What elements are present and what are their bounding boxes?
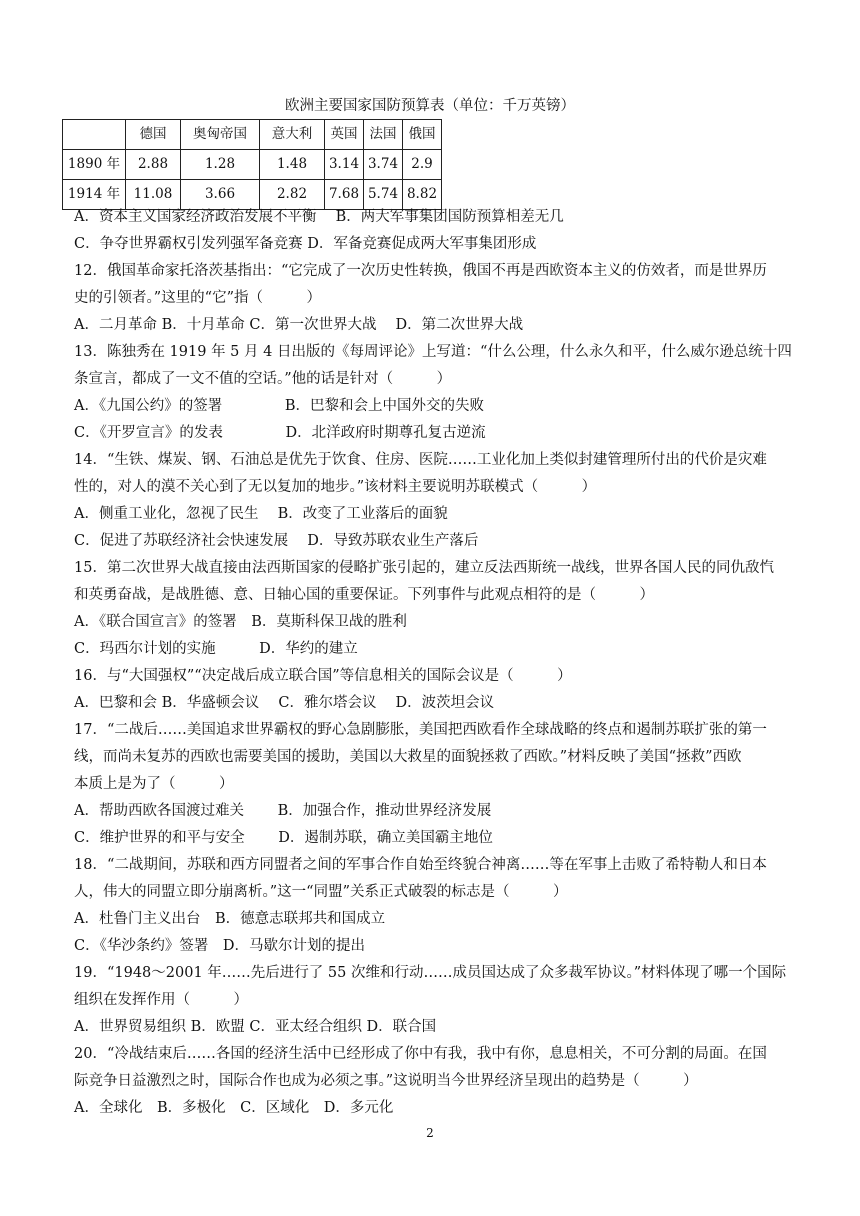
text-line: 19．“1948～2001 年……先后进行了 55 次维和行动……成员国达成了众多裁军协议。”材料体现了哪一个国际 — [74, 965, 787, 981]
table-header-cell: 德国 — [126, 120, 181, 150]
text-line: C．《华沙条约》签署 D．马歇尔计划的提出 — [74, 938, 365, 954]
table-cell: 1890 年 — [63, 150, 126, 180]
table-cell: 1914 年 — [63, 180, 126, 210]
text-line: 线，而尚未复苏的西欧也需要美国的援助，美国以大救星的面貌拯救了西欧。”材料反映了美国“拯救”西欧 — [74, 749, 742, 765]
text-line: C．《开罗宣言》的发表 D．北洋政府时期尊孔复古逆流 — [74, 425, 486, 441]
table-cell: 2.88 — [126, 150, 181, 180]
text-line: A．《联合国宣言》的签署 B．莫斯科保卫战的胜利 — [74, 614, 407, 630]
text-line: A．侧重工业化，忽视了民生 B．改变了工业落后的面貌 — [74, 506, 448, 522]
text-line: 组织在发挥作用（ ） — [74, 992, 248, 1008]
table-header-row — [63, 120, 442, 150]
table-row — [63, 150, 442, 180]
text-line: 条宣言，都成了一文不值的空话。”他的话是针对（ ） — [74, 371, 452, 387]
text-line: 18．“二战期间，苏联和西方同盟者之间的军事合作自始至终貌合神离……等在军事上击败了希特勒人和日本 — [74, 857, 767, 873]
text-line: A．《九国公约》的签署 B．巴黎和会上中国外交的失败 — [74, 398, 484, 414]
table-cell: 5.74 — [364, 180, 403, 210]
table-title: 欧洲主要国家国防预算表（单位：千万英镑） — [285, 98, 575, 114]
text-line: 本质上是为了（ ） — [74, 776, 234, 792]
table-cell: 3.66 — [181, 180, 260, 210]
text-line: 14．“生铁、煤炭、钢、石油总是优先于饮食、住房、医院……工业化加上类似封建管理所付出的代价是灾难 — [74, 452, 767, 468]
text-line: C．玛西尔计划的实施 D．华约的建立 — [74, 641, 358, 657]
table-cell: 7.68 — [325, 180, 364, 210]
text-line: A．全球化 B．多极化 C．区域化 D．多元化 — [74, 1100, 394, 1116]
text-line: A．资本主义国家经济政治发展不平衡 B．两大军事集团国防预算相差无几 — [74, 209, 564, 225]
table-cell: 2.82 — [260, 180, 325, 210]
table-header-cell: 俄国 — [403, 120, 442, 150]
defense-budget-table — [62, 119, 442, 210]
text-line: 性的，对人的漠不关心到了无以复加的地步。”该材料主要说明苏联模式（ ） — [74, 479, 597, 495]
text-line: A．杜鲁门主义出台 B．德意志联邦共和国成立 — [74, 911, 386, 927]
question-text — [74, 204, 794, 1122]
table-cell: 8.82 — [403, 180, 442, 210]
table-cell: 11.08 — [126, 180, 181, 210]
text-line: 史的引领者。”这里的“它”指（ ） — [74, 290, 321, 306]
text-line: 17．“二战后……美国追求世界霸权的野心急剧膨胀，美国把西欧看作全球战略的终点和遏制苏联扩张的第一 — [74, 722, 767, 738]
table-header-cell: 英国 — [325, 120, 364, 150]
text-line: C．争夺世界霸权引发列强军备竞赛 D．军备竞赛促成两大军事集团形成 — [74, 236, 537, 252]
table-header-cell: 意大利 — [260, 120, 325, 150]
text-line: A．世界贸易组织 B．欧盟 C．亚太经合组织 D．联合国 — [74, 1019, 437, 1035]
text-line: 12．俄国革命家托洛茨基指出：“它完成了一次历史性转换，俄国不再是西欧资本主义的仿效者，而是世界历 — [74, 263, 767, 279]
table-cell: 2.9 — [403, 150, 442, 180]
table-header-cell: 奥匈帝国 — [181, 120, 260, 150]
text-line: A．帮助西欧各国渡过难关 B．加强合作，推动世界经济发展 — [74, 803, 492, 819]
text-line: A．二月革命 B．十月革命 C．第一次世界大战 D．第二次世界大战 — [74, 317, 524, 333]
text-line: C．维护世界的和平与安全 D．遏制苏联，确立美国霸主地位 — [74, 830, 493, 846]
text-line: 20．“冷战结束后……各国的经济生活中已经形成了你中有我，我中有你，息息相关，不可分割的局面。在国 — [74, 1046, 767, 1062]
table-cell: 1.28 — [181, 150, 260, 180]
text-line: A．巴黎和会 B．华盛顿会议 C．雅尔塔会议 D．波茨坦会议 — [74, 695, 495, 711]
page-number: 2 — [426, 1126, 434, 1140]
table-cell: 3.14 — [325, 150, 364, 180]
text-line: C．促进了苏联经济社会快速发展 D．导致苏联农业生产落后 — [74, 533, 479, 549]
table-header-cell: 法国 — [364, 120, 403, 150]
text-line: 15．第二次世界大战直接由法西斯国家的侵略扩张引起的，建立反法西斯统一战线，世界各国人民的同仇敌忾 — [74, 560, 774, 576]
table-cell: 3.74 — [364, 150, 403, 180]
text-line: 16．与“大国强权”“决定战后成立联合国”等信息相关的国际会议是（ ） — [74, 668, 572, 684]
text-line: 际竞争日益激烈之时，国际合作也成为必须之事。”这说明当今世界经济呈现出的趋势是（ ） — [74, 1073, 698, 1089]
table-header-cell — [63, 120, 126, 150]
table-cell: 1.48 — [260, 150, 325, 180]
text-line: 人，伟大的同盟立即分崩离析。”这一“同盟”关系正式破裂的标志是（ ） — [74, 884, 568, 900]
text-line: 13．陈独秀在 1919 年 5 月 4 日出版的《每周评论》上写道：“什么公理，什么永久和平，什么威尔逊总统十四 — [74, 344, 792, 360]
text-line: 和英勇奋战，是战胜德、意、日轴心国的重要保证。下列事件与此观点相符的是（ ） — [74, 587, 654, 603]
